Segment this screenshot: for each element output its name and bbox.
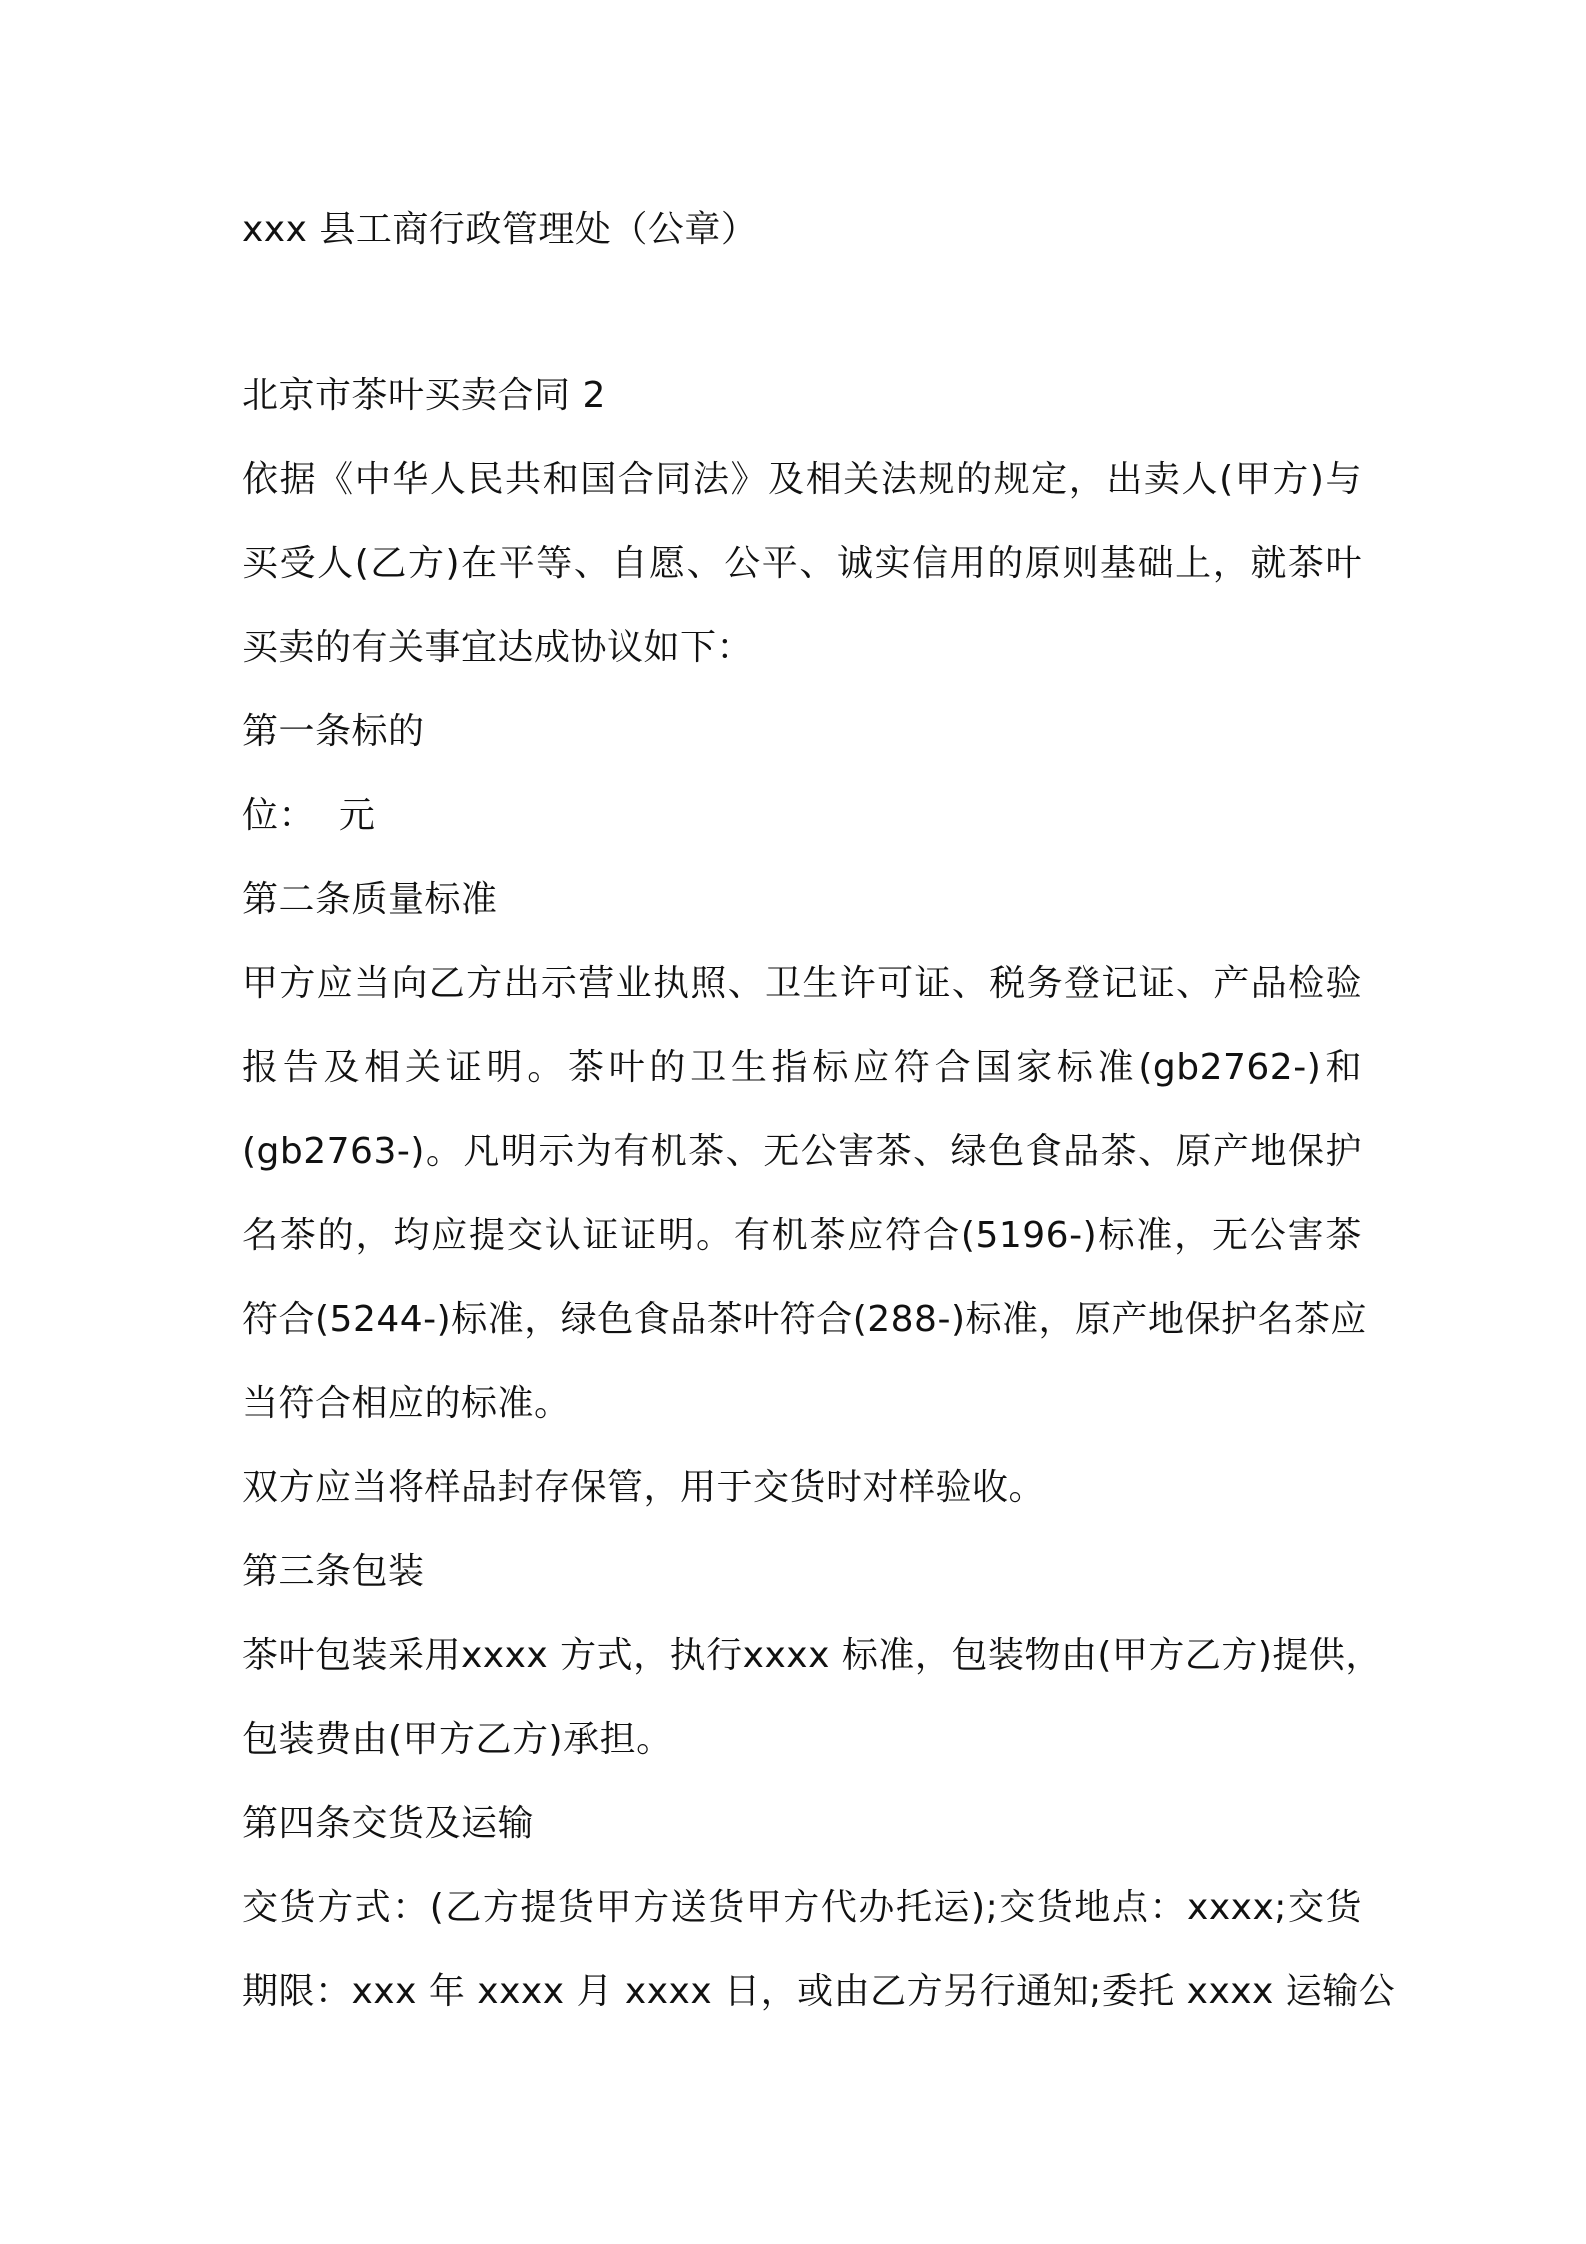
- contract-title: 北京市茶叶买卖合同 2: [242, 375, 606, 416]
- intro-line-3: 买卖的有关事宜达成协议如下：: [242, 627, 754, 668]
- article-3-line-2: 包装费由(甲方乙方)承担。: [242, 1719, 673, 1760]
- intro-line-2: 买受人(乙方)在平等、自愿、公平、诚实信用的原则基础上，就茶叶: [242, 543, 1362, 584]
- article-2-heading: 第二条质量标准: [242, 879, 498, 920]
- article-2-line-3: (gb2763-)。凡明示为有机茶、无公害茶、绿色食品茶、原产地保护: [242, 1131, 1362, 1172]
- article-2-line-7: 双方应当将样品封存保管，用于交货时对样验收。: [242, 1467, 1046, 1508]
- article-2-line-6: 当符合相应的标准。: [242, 1383, 571, 1424]
- article-1-line-1: 位： 元: [242, 795, 376, 836]
- article-4-line-2: 期限：xxx 年 xxxx 月 xxxx 日，或由乙方另行通知;委托 xxxx 运输公: [242, 1971, 1396, 2012]
- issuer-stamp-line: xxx 县工商行政管理处（公章）: [242, 209, 758, 250]
- article-3-heading: 第三条包装: [242, 1551, 425, 1592]
- article-3-line-1: 茶叶包装采用xxxx 方式，执行xxxx 标准，包装物由(甲方乙方)提供，: [242, 1635, 1382, 1676]
- intro-line-1: 依据《中华人民共和国合同法》及相关法规的规定，出卖人(甲方)与: [242, 459, 1362, 500]
- article-2-line-2: 报告及相关证明。茶叶的卫生指标应符合国家标准(gb2762-)和: [242, 1047, 1362, 1088]
- article-2-line-4: 名茶的，均应提交认证证明。有机茶应符合(5196-)标准，无公害茶: [242, 1215, 1362, 1256]
- article-1-heading: 第一条标的: [242, 711, 425, 752]
- article-4-line-1: 交货方式：(乙方提货甲方送货甲方代办托运);交货地点：xxxx;交货: [242, 1887, 1362, 1928]
- article-4-heading: 第四条交货及运输: [242, 1803, 535, 1844]
- article-2-line-5: 符合(5244-)标准，绿色食品茶叶符合(288-)标准，原产地保护名茶应: [242, 1299, 1367, 1340]
- article-2-line-1: 甲方应当向乙方出示营业执照、卫生许可证、税务登记证、产品检验: [242, 963, 1362, 1004]
